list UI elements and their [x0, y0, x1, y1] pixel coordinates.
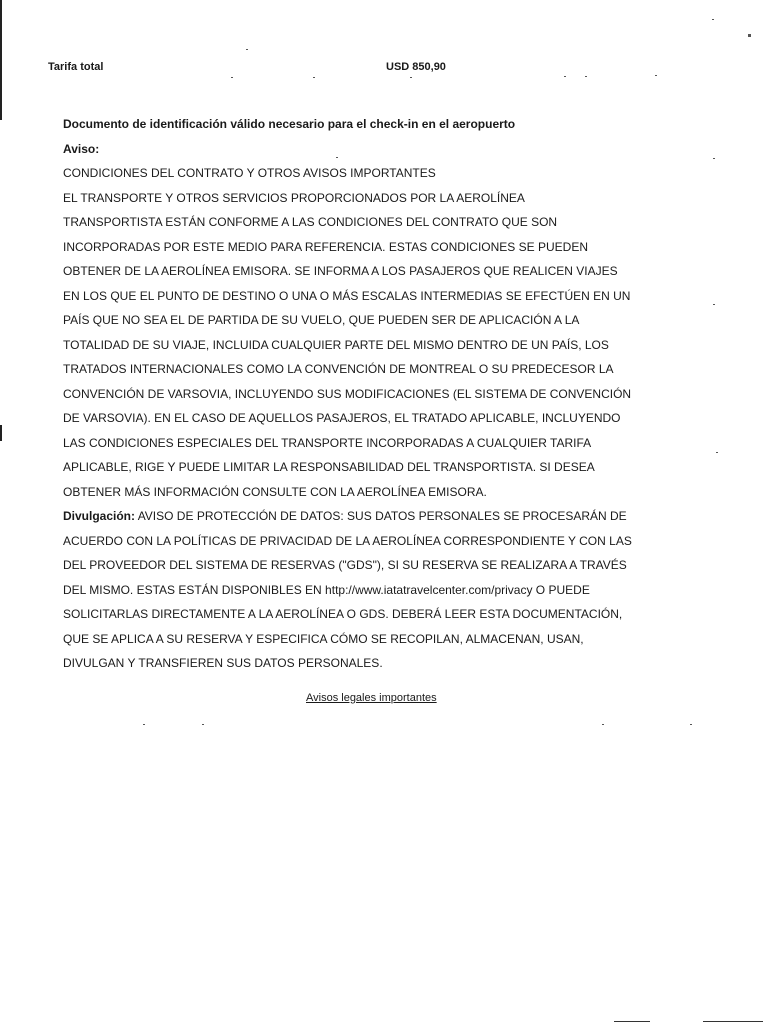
disclosure-first-line — [63, 504, 703, 529]
scan-speck — [690, 724, 692, 725]
scan-speck — [713, 304, 715, 305]
conditions-line: OBTENER DE LA AEROLÍNEA EMISORA. SE INFORMA A LOS PASAJEROS QUE REALICEN VIAJES — [63, 264, 618, 278]
footer-rule — [614, 1021, 650, 1022]
divulgacion-heading: Divulgación: — [63, 509, 136, 523]
conditions-line: TRANSPORTISTA ESTÁN CONFORME A LAS CONDICIONES DEL CONTRATO QUE SON — [63, 215, 558, 229]
scan-speck — [655, 75, 657, 76]
scan-speck — [748, 34, 751, 37]
scan-speck — [143, 724, 145, 725]
disclosure-line: DIVULGAN Y TRANSFIEREN SUS DATOS PERSONALES. — [63, 656, 383, 670]
conditions-line: DE VARSOVIA). EN EL CASO DE AQUELLOS PASAJEROS, EL TRATADO APLICABLE, INCLUYENDO — [63, 411, 621, 425]
disclosure-line: DEL PROVEEDOR DEL SISTEMA DE RESERVAS ("GDS"), SI SU RESERVA SE REALIZARA A TRAVÉS — [63, 558, 627, 572]
scan-speck — [410, 77, 412, 78]
conditions-line: EL TRANSPORTE Y OTROS SERVICIOS PROPORCIONADOS POR LA AEROLÍNEA — [63, 190, 525, 205]
conditions-line: PAÍS QUE NO SEA EL DE PARTIDA DE SU VUELO, QUE PUEDEN SER DE APLICACIÓN A LA — [63, 313, 580, 327]
total-fare-row — [48, 61, 548, 77]
conditions-line: INCORPORADAS POR ESTE MEDIO PARA REFERENCIA. ESTAS CONDICIONES SE PUEDEN — [63, 239, 588, 254]
notice-body — [63, 112, 703, 676]
conditions-line: LAS CONDICIONES ESPECIALES DEL TRANSPORTE INCORPORADAS A CUALQUIER TARIFA — [63, 435, 592, 450]
total-fare-value: USD 850,90 — [386, 61, 446, 73]
conditions-line: APLICABLE, RIGE Y PUEDE LIMITAR LA RESPONSABILIDAD DEL TRANSPORTISTA. SI DESEA — [63, 460, 595, 474]
disclosure-line: QUE SE APLICA A SU RESERVA Y ESPECIFICA CÓMO SE RECOPILAN, ALMACENAN, USAN, — [63, 631, 584, 646]
scan-speck — [336, 157, 338, 158]
conditions-line: CONDICIONES DEL CONTRATO Y OTROS AVISOS IMPORTANTES — [63, 166, 436, 180]
scan-speck — [564, 76, 566, 77]
scan-speck — [716, 452, 718, 453]
scan-speck — [602, 724, 604, 725]
scan-speck — [713, 158, 715, 159]
total-fare-label: Tarifa total — [48, 61, 104, 73]
disclosure-line: SOLICITARLAS DIRECTAMENTE A LA AEROLÍNEA O GDS. DEBERÁ LEER ESTA DOCUMENTACIÓN, — [63, 607, 623, 621]
id-required-notice: Documento de identificación válido necesario para el check-in en el aeropuerto — [63, 117, 516, 131]
scan-left-edge — [0, 0, 2, 120]
conditions-line: EN LOS QUE EL PUNTO DE DESTINO O UNA O MÁS ESCALAS INTERMEDIAS SE EFECTÚEN EN UN — [63, 288, 631, 303]
footer-rule — [703, 1021, 763, 1022]
scan-speck — [585, 76, 587, 77]
contract-conditions — [63, 161, 703, 504]
scan-edge-mark — [0, 425, 2, 441]
scan-speck — [231, 77, 233, 78]
disclosure-line: DEL MISMO. ESTAS ESTÁN DISPONIBLES EN http://www.iatatravelcenter.com/privacy O PUEDE — [63, 582, 590, 597]
scan-speck — [202, 724, 204, 725]
scan-speck — [712, 19, 714, 20]
conditions-line: TOTALIDAD DE SU VIAJE, INCLUIDA CUALQUIER PARTE DEL MISMO DENTRO DE UN PAÍS, LOS — [63, 337, 609, 352]
data-protection-disclosure — [63, 504, 703, 676]
conditions-line: TRATADOS INTERNACIONALES COMO LA CONVENCIÓN DE MONTREAL O SU PREDECESOR LA — [63, 362, 614, 376]
scan-speck — [313, 77, 315, 78]
disclosure-line: ACUERDO CON LA POLÍTICAS DE PRIVACIDAD DE LA AEROLÍNEA CORRESPONDIENTE Y CON LAS — [63, 533, 632, 548]
scan-speck — [246, 49, 248, 50]
conditions-line: OBTENER MÁS INFORMACIÓN CONSULTE CON LA AEROLÍNEA EMISORA. — [63, 484, 487, 499]
aviso-heading: Aviso: — [63, 141, 100, 156]
legal-notices-link[interactable]: Avisos legales importantes — [306, 692, 437, 704]
conditions-line: CONVENCIÓN DE VARSOVIA, INCLUYENDO SUS MODIFICACIONES (EL SISTEMA DE CONVENCIÓN — [63, 386, 632, 401]
disclosure-first-text: AVISO DE PROTECCIÓN DE DATOS: SUS DATOS PERSONALES SE PROCESARÁN DE — [135, 509, 627, 523]
